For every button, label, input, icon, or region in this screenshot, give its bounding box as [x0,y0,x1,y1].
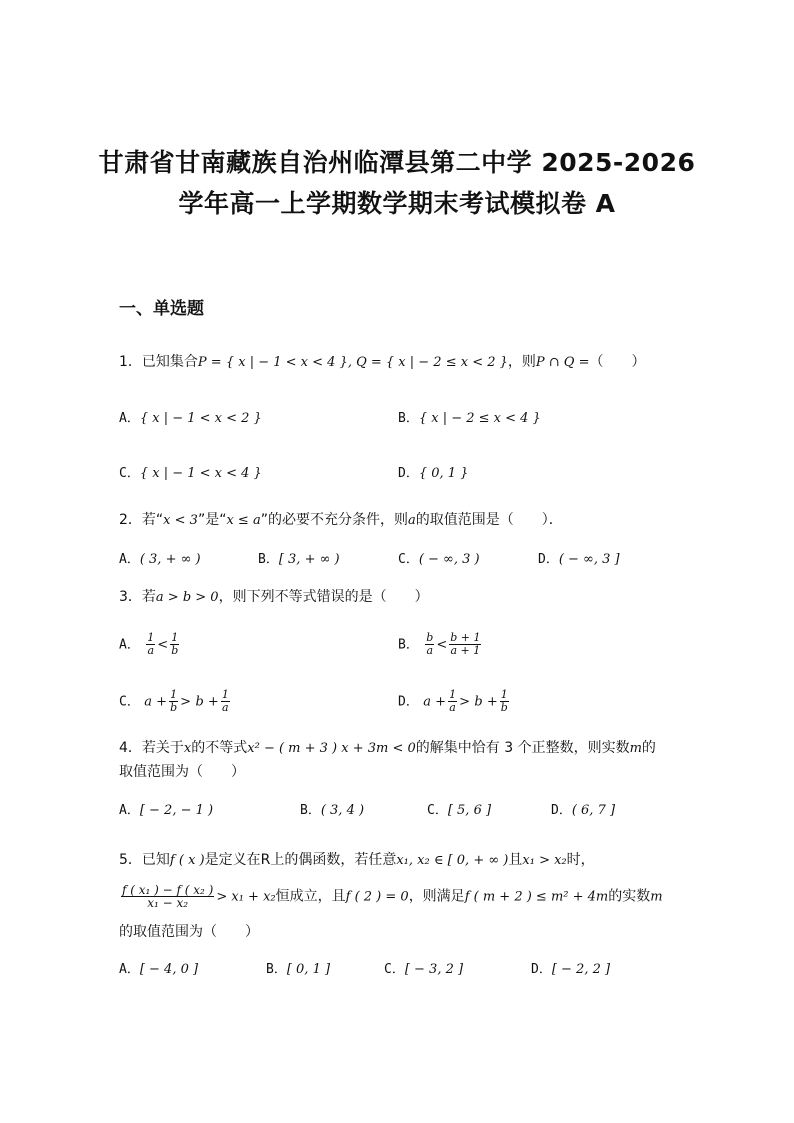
lt-sign: < [436,637,448,653]
question-4-line2: 取值范围为（ ） [119,764,245,780]
q4-option-c[interactable] [427,800,491,821]
q5-mid1: 是定义在R上的偶函数，若任意 [204,852,397,868]
q2-math3: a [407,513,416,528]
document-title-line2: 学年高一上学期数学期末考试模拟卷 A [178,189,616,218]
q4-mid2: 的解集中恰有 3 个正整数，则实数 [415,740,630,756]
q5-math6: f ( m + 2 ) ≤ m² + 4m [464,889,609,905]
option-text: ( 3, 4 ) [320,803,365,818]
q3-suffix: ，则下列不等式错误的是（ ） [218,589,429,605]
section-heading: 一、单选题 [119,299,204,319]
q4-suffix: 的 [641,740,656,756]
fraction-1-over-b: $\frac{1}{b}$ [500,688,508,714]
option-text: { 0, 1 } [418,466,469,481]
q1-option-b[interactable] [398,408,541,429]
fraction-b-over-a: $\frac{b}{a}$ [426,631,434,657]
q5-math2: x₁, x₂ ∈ [ 0, + ∞ ) [396,853,509,868]
q3-option-b[interactable] [398,632,483,657]
q4-option-b[interactable] [300,800,364,821]
fraction-1-over-b: $\frac{1}{b}$ [171,631,179,657]
q2-math2: x ≤ a [226,513,261,528]
q5-difference-quotient: $\frac{\text{f ( x₁ ) − f ( x₂ )}}{\text{x₁ − x₂}}$ [122,883,214,910]
option-text: ( 6, 7 ] [571,803,616,818]
q4-prefix: 4．若关于 [119,740,184,756]
q3-option-a[interactable] [119,632,181,657]
option-label: C． [427,803,448,818]
q2-option-a[interactable] [119,549,201,570]
q5-suffix1: 时， [566,852,595,868]
option-label: B． [266,962,287,977]
term-a-plus: a + [423,694,447,710]
document-title-line1: 甘肃省甘南藏族自治州临潭县第二中学 2025-2026 [98,148,696,177]
option-label: B． [398,637,419,653]
q3-condition: a > b > 0 [155,590,219,605]
term-b-plus: b + [474,694,498,710]
option-text: { x | − 1 < x < 2 } [139,411,262,426]
fraction-1-over-a: $\frac{1}{a}$ [147,631,155,657]
q5-option-d[interactable] [531,959,610,980]
option-label: D． [531,962,552,977]
option-text: [ 3, + ∞ ) [278,552,340,567]
q2-option-c[interactable] [398,549,480,570]
q5-mid2: 且 [508,852,523,868]
option-label: B． [300,803,321,818]
option-label: D． [398,466,419,481]
fraction-b1-over-a1: $\frac{b + 1}{a + 1}$ [450,631,481,657]
option-label: C． [119,466,140,481]
question-2 [119,510,563,531]
q5-mid4: ，则满足 [408,888,465,905]
q1-sets: P = { x | − 1 < x < 4 }, Q = { x | − 2 ≤ x < 2 } [197,355,508,370]
q5-mid3: 恒成立，且 [275,888,346,905]
q5-math1: f ( x ) [169,853,205,868]
q5-option-c[interactable] [384,959,463,980]
q4-math3: m [629,741,642,756]
option-label: C． [119,694,140,710]
question-4 [119,738,656,759]
q1-intersection: P ∩ Q = [535,355,590,370]
option-label: A． [119,803,140,818]
option-text: [ − 3, 2 ] [404,962,464,977]
term-b-plus: b + [195,694,219,710]
q5-math5: f ( 2 ) = 0 [345,889,409,905]
q5-math4: > x₁ + x₂ [216,889,276,905]
option-text: [ − 2, 2 ] [551,962,611,977]
option-text: { x | − 2 ≤ x < 4 } [418,411,541,426]
q5-math3: x₁ > x₂ [522,853,567,868]
q2-option-d[interactable] [538,549,620,570]
q1-option-a[interactable] [119,408,262,429]
gt-sign: > [180,694,192,710]
option-label: B． [398,411,419,426]
option-label: B． [258,552,279,567]
option-text: [ − 4, 0 ] [139,962,199,977]
q2-option-b[interactable] [258,549,340,570]
q1-suffix: （ ） [589,354,646,370]
question-5 [119,850,595,871]
q3-option-c[interactable] [119,689,232,714]
option-label: D． [538,552,559,567]
q5-option-b[interactable] [266,959,330,980]
q5-prefix: 5．已知 [119,852,170,868]
q5-mid5: 的实数 [608,888,651,905]
option-label: A． [119,411,140,426]
option-text: [ − 2, − 1 ) [139,803,214,818]
q2-mid1: ”是“ [197,512,227,528]
fraction-1-over-a: $\frac{1}{a}$ [449,688,457,714]
q4-option-d[interactable] [551,800,615,821]
option-label: C． [398,552,419,567]
lt-sign: < [157,637,169,653]
question-3 [119,587,429,608]
q5-math7: m [650,889,663,905]
option-label: D． [398,694,419,710]
q2-math1: x < 3 [163,513,198,528]
q1-prefix: 1．已知集合 [119,354,198,370]
option-label: A． [119,637,140,653]
option-text: ( − ∞, 3 ] [558,552,620,567]
q3-prefix: 3．若 [119,589,156,605]
option-text: [ 5, 6 ] [447,803,492,818]
fraction-1-over-a: $\frac{1}{a}$ [221,688,229,714]
q4-math1: x [183,741,192,756]
gt-sign: > [459,694,470,710]
question-1 [119,352,646,373]
q1-option-d[interactable] [398,463,468,484]
q1-mid: ，则 [507,354,536,370]
option-text: ( 3, + ∞ ) [139,552,201,567]
fraction-1-over-b: $\frac{1}{b}$ [170,688,178,714]
q5-option-a[interactable] [119,959,198,980]
q1-option-c[interactable] [119,463,262,484]
option-text: [ 0, 1 ] [286,962,331,977]
term-a-plus: a + [144,694,168,710]
q2-mid2: ”的必要不充分条件，则 [260,512,408,528]
q2-prefix: 2．若“ [119,512,164,528]
option-text: { x | − 1 < x < 4 } [139,466,262,481]
option-label: A． [119,552,140,567]
option-text: ( − ∞, 3 ) [418,552,480,567]
q4-option-a[interactable] [119,800,213,821]
option-label: A． [119,962,140,977]
question-5-line2 [119,884,663,909]
q4-mid1: 的不等式 [191,740,248,756]
option-label: D． [551,803,572,818]
option-label: C． [384,962,405,977]
question-5-line3: 的取值范围为（ ） [119,924,259,940]
q4-inequality: x² − ( m + 3 ) x + 3m < 0 [247,741,416,756]
q3-option-d[interactable] [398,689,511,714]
q2-suffix: 的取值范围是（ ）． [415,512,563,528]
